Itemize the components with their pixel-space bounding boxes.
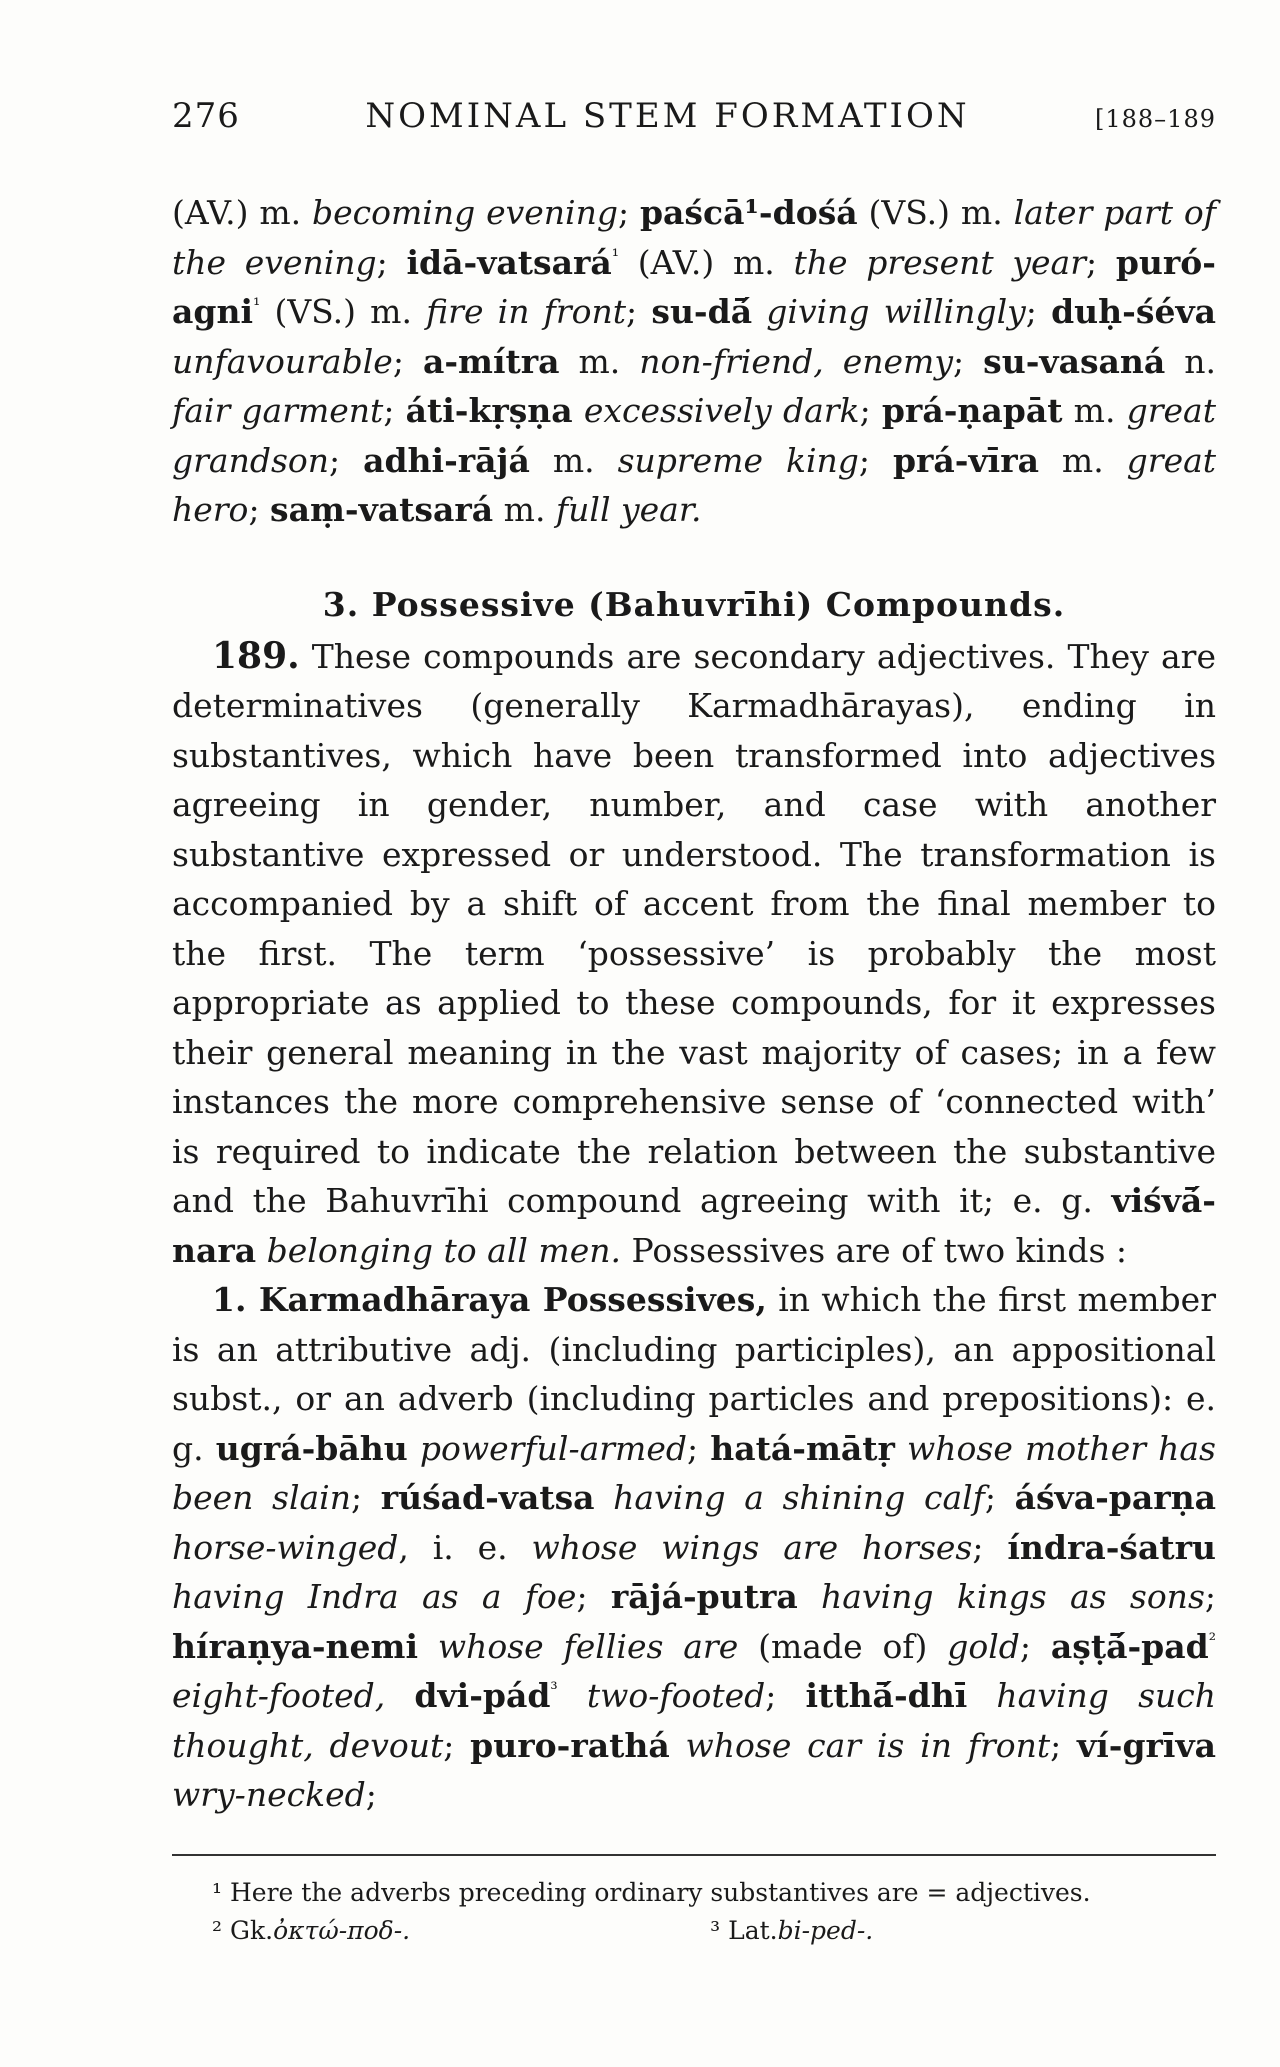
footnote-marker: ¹ <box>212 1877 223 1907</box>
sanskrit-term: paścā¹-dośá <box>639 193 858 232</box>
text-run: , i. e. <box>398 1527 532 1567</box>
gloss: full year. <box>555 490 702 529</box>
gloss: two-footed <box>586 1676 766 1715</box>
text-run: n. <box>1165 341 1217 381</box>
gloss: fair garment <box>172 391 384 430</box>
gloss: the present year <box>793 242 1086 282</box>
footnote-marker: ³ <box>710 1915 721 1945</box>
gloss: whose wings are horses <box>531 1527 973 1567</box>
text-run <box>670 1726 686 1765</box>
footnote-text: Here the adverbs preceding ordinary substantives are = adjectives. <box>229 1877 1091 1907</box>
sanskrit-term: ugrá-bāhu <box>215 1428 408 1468</box>
footnote-latin: bi-ped-. <box>777 1915 874 1945</box>
gloss: having kings as sons <box>821 1577 1205 1616</box>
sanskrit-term: áti-kṛṣṇa <box>405 391 573 430</box>
text-run: ; <box>858 440 893 480</box>
sanskrit-term: idā-vatsará <box>406 242 612 282</box>
sanskrit-term: dvi-pád <box>414 1676 551 1715</box>
gloss: becoming evening <box>312 193 618 232</box>
gloss: whose car is in front <box>685 1725 1051 1765</box>
running-title: NOMINAL STEM FORMATION <box>365 96 970 136</box>
text-run: ; <box>392 341 423 381</box>
gloss: whose fellies are <box>437 1626 739 1666</box>
footnote-rule <box>172 1854 1216 1856</box>
text-run: ; <box>859 391 882 430</box>
footnote-ref: ¹ <box>611 245 619 267</box>
text-run <box>558 1676 587 1715</box>
sanskrit-term: saṃ-vatsará <box>270 490 494 529</box>
sanskrit-term: puro-rathá <box>470 1725 670 1765</box>
text-run: (AV.) m. <box>172 193 312 232</box>
gloss: non-friend, enemy <box>639 341 953 381</box>
sanskrit-term: híraṇya-nemi <box>172 1626 418 1666</box>
gloss: great hero <box>172 440 1217 529</box>
gloss: unfavourable <box>172 341 393 381</box>
section-range: [188–189 <box>1095 105 1216 133</box>
text-run: ; <box>1025 292 1052 331</box>
sanskrit-term: prá-vīra <box>892 440 1039 480</box>
sanskrit-term: adhi-rājá <box>363 440 530 480</box>
sanskrit-term: hatá-mātṛ <box>710 1428 895 1468</box>
text-run: ; <box>443 1725 471 1765</box>
text-run: ; <box>617 193 640 232</box>
running-header <box>172 96 1216 136</box>
text-run: ; <box>329 440 364 480</box>
sanskrit-term: ví-grīva <box>1077 1725 1217 1765</box>
text-run: ; <box>1019 1626 1051 1666</box>
text-run: m. <box>493 490 556 529</box>
sanskrit-term: su-vasaná <box>983 341 1166 381</box>
gloss: whose mother has been slain <box>172 1428 1216 1517</box>
text-run: ; <box>576 1577 611 1616</box>
sanskrit-term: prá-ṇapāt <box>881 391 1063 430</box>
gloss: having a shining calf <box>613 1478 985 1517</box>
text-run: ; <box>972 1527 1008 1567</box>
text-run: m. <box>529 440 618 480</box>
gloss: later part of the evening <box>172 193 1216 282</box>
gloss: wry-necked <box>172 1775 366 1814</box>
text-run: ; <box>687 1428 711 1468</box>
gloss: gold <box>947 1626 1020 1666</box>
text-run: (made of) <box>738 1626 948 1666</box>
text-run: ; <box>248 490 271 529</box>
sanskrit-term: itthā́-dhī <box>805 1676 968 1715</box>
sanskrit-term: viśvā́-nara <box>172 1181 1216 1270</box>
text-run: ; <box>984 1478 1015 1517</box>
text-run: ; <box>365 1775 377 1814</box>
paragraph-karmadharaya-possessives <box>172 1275 1216 1820</box>
text-run: These compounds are secondary adjectives. They are determinatives (generally Karmadhārayas), ending in substantives, which have been transformed into adjectives agreeing in gender, number, and case with another substantive expressed or understood. The transformation is accompanied by a shift of accent from the final member to the first. The term ‘possessive’ is probably the most appropriate as applied to these compounds, for it expresses their general meaning in the vast majority of cases; in a few instances the more comprehensive sense of ‘connected with’ is required to indicate the relation between the substantive and the Bahuvrīhi compound agreeing with it; e. g. <box>172 636 1216 1220</box>
text-run: (VS.) m. <box>260 292 427 331</box>
gloss: having such thought, devout <box>172 1676 1217 1765</box>
text-run: ; <box>1050 1725 1078 1765</box>
sanskrit-term: 1. Karmadhāraya Possessives, <box>212 1280 767 1319</box>
gloss: horse-winged <box>172 1527 399 1567</box>
text-run: ; <box>1204 1577 1216 1616</box>
sanskrit-term: rājá-putra <box>610 1577 798 1616</box>
sanskrit-term: índra-śatru <box>1007 1527 1216 1567</box>
gloss: having Indra as a foe <box>172 1577 577 1616</box>
top-paragraph <box>172 188 1216 535</box>
gloss: great grandson <box>172 391 1216 480</box>
text-run: m. <box>1038 440 1127 480</box>
sanskrit-term: su-dā́ <box>651 292 753 331</box>
text-run: ; <box>376 242 407 282</box>
page-number: 276 <box>172 96 240 136</box>
sanskrit-term: aṣṭā́-pad <box>1050 1626 1209 1666</box>
gloss: eight-footed, <box>172 1676 386 1715</box>
text-run <box>408 1429 420 1468</box>
footnote-greek: ὀκτώ-ποδ-. <box>273 1915 411 1945</box>
footnote-ref: ¹ <box>253 295 261 316</box>
gloss: excessively dark <box>583 391 860 430</box>
text-run <box>595 1478 614 1517</box>
gloss: powerful-armed <box>419 1428 687 1468</box>
gloss: giving willingly <box>766 292 1026 331</box>
footnote-1 <box>172 1874 1216 1912</box>
text-run: m. <box>559 341 640 381</box>
gloss: belonging to all men. <box>266 1230 621 1270</box>
text-run: ; <box>765 1676 806 1715</box>
sanskrit-term: rúśad-vatsa <box>380 1478 595 1517</box>
text-run <box>798 1577 821 1616</box>
footnote-marker: ² <box>212 1915 223 1945</box>
text-run: ; <box>350 1478 381 1517</box>
gloss: fire in front <box>426 292 627 331</box>
footnote-text: Lat. <box>728 1915 778 1945</box>
section-heading: 3. Possessive (Bahuvrīhi) Compounds. <box>322 584 1066 624</box>
text-run: ; <box>626 292 652 331</box>
text-run: ; <box>1085 242 1116 282</box>
text-run: (AV.) m. <box>619 242 794 282</box>
text-run: (VS.) m. <box>857 193 1014 232</box>
text-run <box>418 1627 438 1666</box>
text-run <box>967 1676 996 1715</box>
text-run: in which the first member is an attributive adj. (including participles), an appositional subst., or an adverb (including particles and prepositions): e. g. <box>172 1280 1216 1468</box>
footnote-ref: ³ <box>550 1679 558 1700</box>
footnote-text: Gk. <box>229 1915 274 1945</box>
text-run <box>256 1231 267 1270</box>
sanskrit-term: duḥ-śéva <box>1051 292 1216 331</box>
text-run <box>752 292 766 331</box>
text-run: m. <box>1062 391 1127 430</box>
footnote-ref: ² <box>1208 1629 1216 1651</box>
sanskrit-term: áśva-parṇa <box>1014 1478 1217 1517</box>
paragraph-number: 189. <box>212 634 300 677</box>
footnotes <box>172 1874 1216 1950</box>
text-run <box>385 1676 414 1715</box>
text-run <box>573 391 584 430</box>
sanskrit-term: a-mítra <box>422 341 560 381</box>
sanskrit-term: puró-agni <box>172 242 1216 331</box>
text-run: Possessives are of two kinds : <box>621 1230 1128 1270</box>
text-run: ; <box>383 391 406 430</box>
gloss: supreme king <box>617 440 859 480</box>
paragraph-189 <box>172 632 1216 1276</box>
text-run: ; <box>953 341 984 381</box>
text-run <box>895 1429 907 1468</box>
footnote-2-3 <box>172 1912 1216 1950</box>
